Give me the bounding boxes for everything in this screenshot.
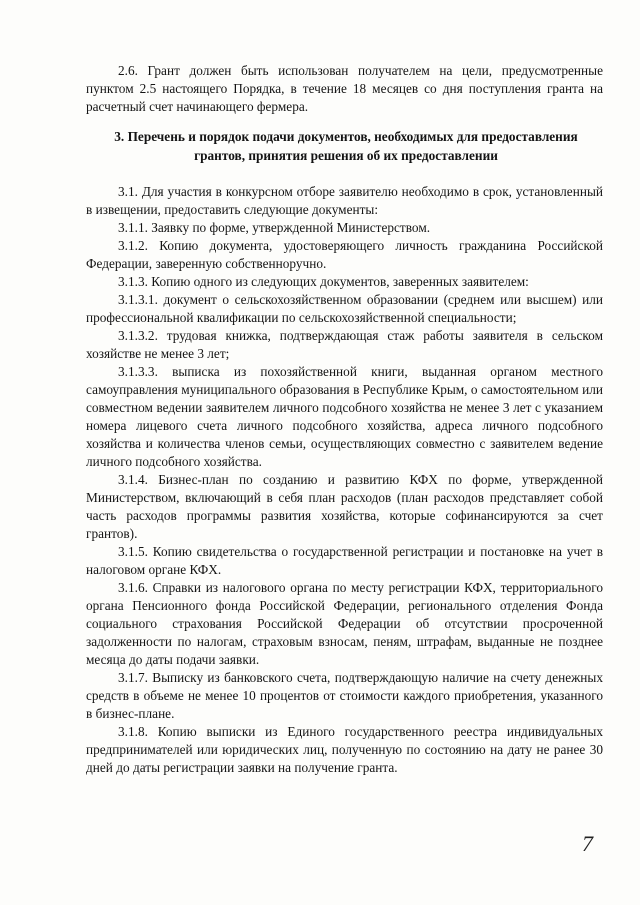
- paragraph-2-6: [86, 62, 603, 116]
- paragraph-3-1-3-2: 3.1.3.2. трудовая книжка, подтверждающая стаж работы заявителя в сельском хозяйстве не менее 3 лет;: [86, 328, 603, 361]
- paragraph-3-1-8: 3.1.8. Копию выписки из Единого государственного реестра индивидуальных предпринимателей или юридических лиц, полученную по состоянию на дату не ранее 30 дней до даты регистрации заявки на получение гранта.: [86, 724, 603, 775]
- paragraph-text: 2.6. Грант должен быть использован получателем на цели, предусмотренные пунктом 2.5 настоящего Порядка, в течение 18 месяцев со дня поступления гранта на расчетный счет начинающего фермера.: [86, 63, 603, 114]
- paragraph-3-1-3: 3.1.3. Копию одного из следующих документов, заверенных заявителем:: [118, 274, 529, 289]
- paragraph-3-1-7: 3.1.7. Выписку из банковского счета, подтверждающую наличие на счету денежных средств в объеме не менее 10 процентов от стоимости каждого приобретения, указанного в бизнес-плане.: [86, 670, 603, 721]
- paragraph-3-1-3-3: 3.1.3.3. выписка из похозяйственной книги, выданная органом местного самоуправления муниципального образования в Республике Крым, о самостоятельном или совместном ведении заявителем личного подсобного хозяйства не менее 3 лет с указанием номера лицевого счета личного подсобного хозяйства, адреса личного подсобного хозяйства и количества членов семьи, осуществляющих совместно с заявителем ведение личного подсобного хозяйства.: [86, 364, 603, 469]
- paragraph-3-1-2: 3.1.2. Копию документа, удостоверяющего личность гражданина Российской Федерации, заверенную собственноручно.: [86, 238, 603, 271]
- paragraph-3-1-5: 3.1.5. Копию свидетельства о государственной регистрации и постановке на учет в налоговом органе КФХ.: [86, 544, 603, 577]
- paragraph-3-1: 3.1. Для участия в конкурсном отборе заявителю необходимо в срок, установленный в извещении, предоставить следующие документы:: [86, 184, 603, 217]
- paragraph-3-1-3-1: 3.1.3.1. документ о сельскохозяйственном образовании (среднем или высшем) или профессиональной квалификации по сельскохозяйственной специальности;: [86, 292, 603, 325]
- paragraph-3-1-1: 3.1.1. Заявку по форме, утвержденной Министерством.: [118, 220, 431, 235]
- paragraph-3-1-6: 3.1.6. Справки из налогового органа по месту регистрации КФХ, территориального органа Пенсионного фонда Российской Федерации, регионального отделения Фонда социального страхования Российской Федерации об отсутствии просроченной задолженности по налогам, страховым взносам, пеням, штрафам, выданные не позднее месяца до даты подачи заявки.: [86, 580, 603, 667]
- paragraph-3-1-4: 3.1.4. Бизнес-план по созданию и развитию КФХ по форме, утвержденной Министерством, включающий в себя план расходов (план расходов представляет собой часть расходов программы развития хозяйства, которые софинансируются за счет грантов).: [86, 472, 603, 541]
- section-3-body: [86, 183, 603, 777]
- page-number-mark: 7: [582, 831, 593, 856]
- section-heading: 3. Перечень и порядок подачи документов, необходимых для предоставления грантов, принятия решения об их предоставлении: [114, 129, 578, 163]
